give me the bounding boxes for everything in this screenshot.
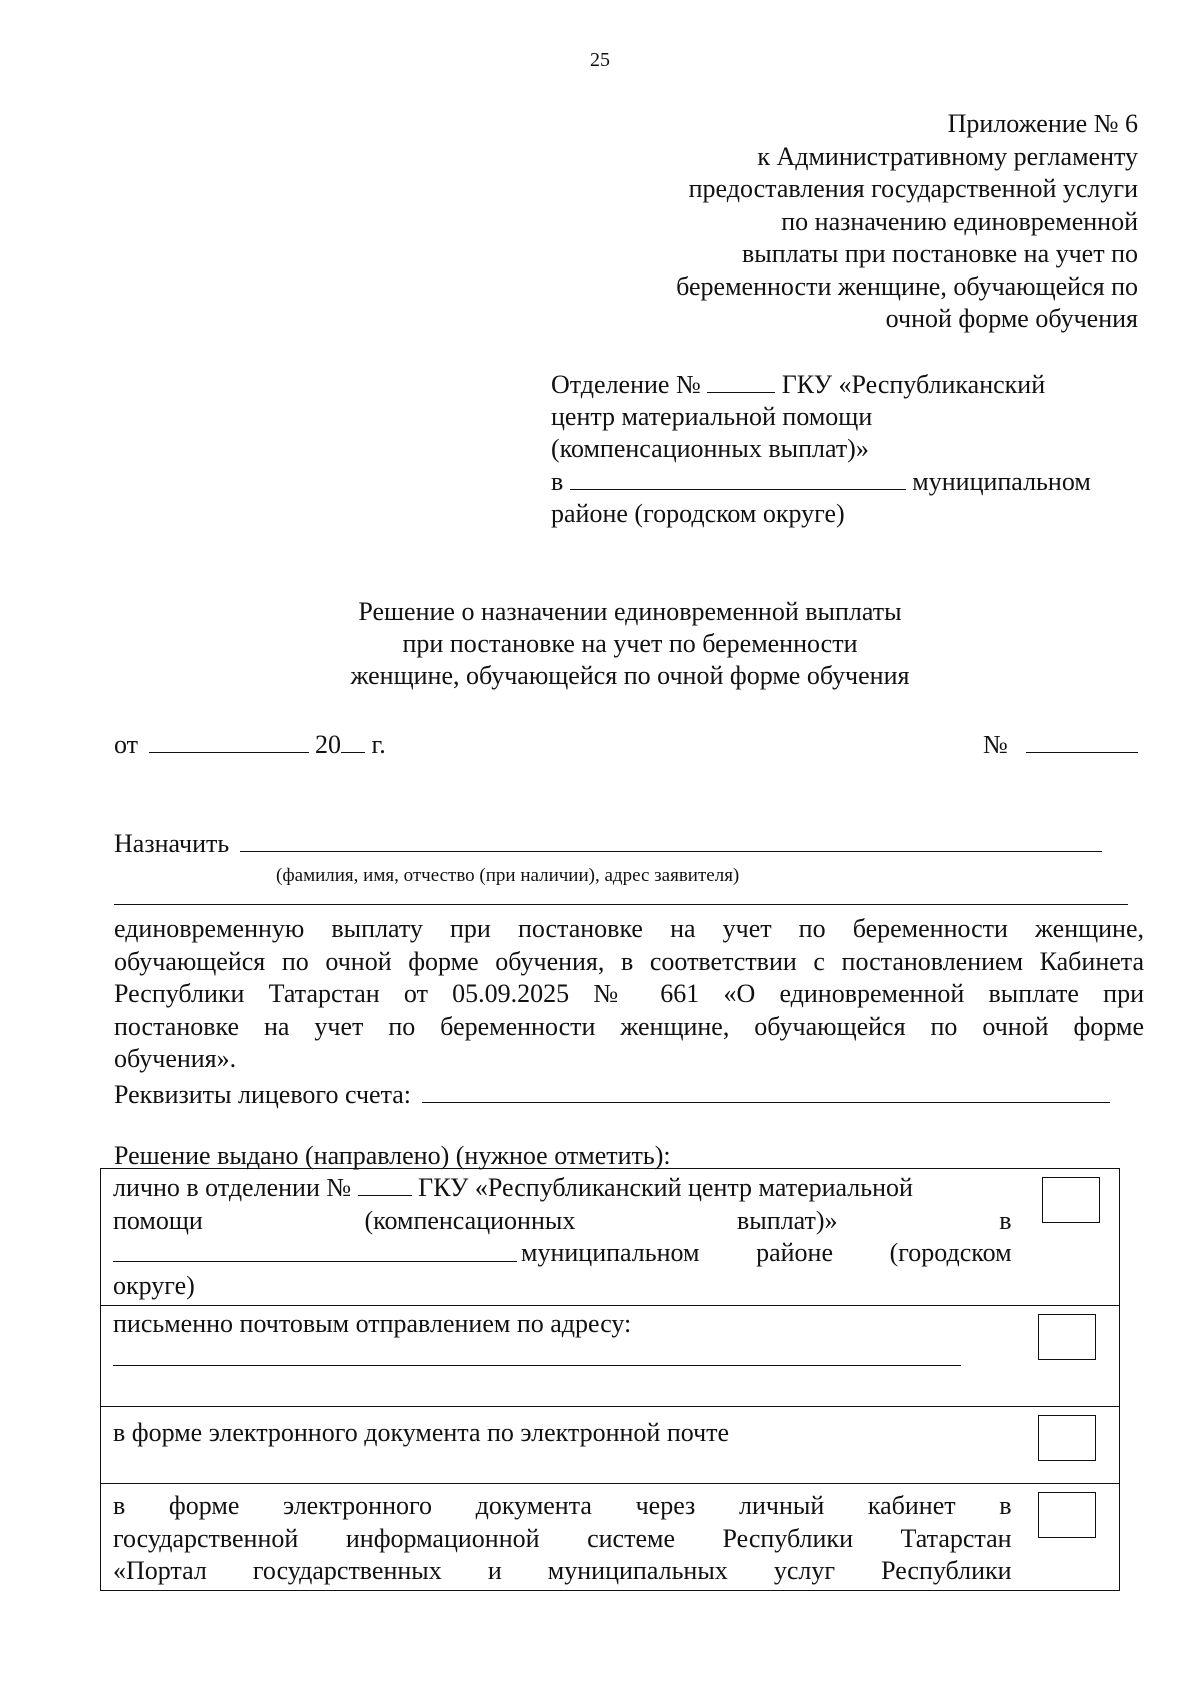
addressee-text: Отделение № bbox=[551, 370, 701, 399]
year-suffix: г. bbox=[371, 730, 386, 759]
account-requisites-field[interactable] bbox=[422, 1078, 1110, 1103]
option-text: в форме электронного документа через личный кабинет в bbox=[113, 1491, 1012, 1520]
title-line: при постановке на учет по беременности bbox=[402, 629, 858, 658]
year-field[interactable] bbox=[341, 728, 365, 753]
year-prefix: 20 bbox=[315, 730, 342, 759]
option-text: ГКУ «Республиканский центр материальной bbox=[418, 1173, 913, 1202]
decision-body bbox=[114, 913, 1144, 1076]
appendix-header bbox=[676, 108, 1138, 336]
body-line: единовременную выплату при постановке на учет по беременности женщине, bbox=[114, 914, 1144, 943]
addressee-text: ГКУ «Республиканский bbox=[781, 370, 1046, 399]
applicant-caption: (фамилия, имя, отчество (при наличии), адрес заявителя) bbox=[276, 865, 740, 886]
appendix-line: беременности женщине, обучающейся по bbox=[676, 271, 1138, 301]
addressee-text: (компенсационных выплат)» bbox=[551, 434, 869, 463]
delivery-option-email bbox=[101, 1407, 1120, 1484]
applicant-field-line-2[interactable] bbox=[114, 904, 1128, 905]
option-text: в форме электронного документа по электронной почте bbox=[113, 1418, 730, 1447]
body-line: обучающейся по очной форме обучения, в соответствии с постановлением Кабинета bbox=[114, 946, 1144, 976]
issued-label: Решение выдано (направлено) (нужное отметить): bbox=[114, 1141, 671, 1170]
appendix-line: выплаты при постановке на учет по bbox=[741, 239, 1138, 268]
delivery-option-personal bbox=[101, 1169, 1120, 1306]
department-number-field[interactable] bbox=[707, 368, 775, 393]
requisites-row bbox=[114, 1078, 1110, 1111]
appendix-line: по назначению единовременной bbox=[781, 206, 1138, 236]
district-field[interactable] bbox=[570, 465, 906, 490]
option-text: округе) bbox=[113, 1270, 195, 1300]
date-field[interactable] bbox=[149, 728, 309, 753]
option-text: лично в отделении № bbox=[113, 1173, 352, 1202]
appendix-line: к Административному регламенту bbox=[757, 141, 1138, 171]
addressee-text: районе (городском округе) bbox=[551, 499, 845, 528]
delivery-options-table bbox=[100, 1168, 1120, 1591]
option-text: «Портал государственных и муниципальных услуг Республики bbox=[113, 1556, 1012, 1585]
appendix-line: Приложение № 6 bbox=[947, 109, 1138, 138]
option-text: помощи (компенсационных выплат)» в bbox=[113, 1205, 1012, 1235]
option-text: государственной информационной системе Республики Татарстан bbox=[113, 1523, 1012, 1553]
number-label: № bbox=[983, 730, 1008, 759]
delivery-option-mail bbox=[101, 1306, 1120, 1407]
option-district-field[interactable] bbox=[113, 1237, 517, 1262]
applicant-field[interactable] bbox=[240, 827, 1102, 852]
checkbox-portal[interactable] bbox=[1038, 1492, 1096, 1538]
body-line: постановке на учет по беременности женщине, обучающейся по очной форме bbox=[114, 1011, 1144, 1041]
addressee-text: муниципальном bbox=[912, 467, 1091, 496]
addressee-block bbox=[551, 368, 1111, 530]
appendix-line: предоставления государственной услуги bbox=[688, 174, 1138, 203]
checkbox-mail[interactable] bbox=[1038, 1314, 1096, 1360]
document-title bbox=[0, 596, 1200, 692]
body-line: обучения». bbox=[114, 1044, 237, 1073]
option-text: письменно почтовым отправлением по адресу: bbox=[113, 1309, 632, 1338]
appendix-line: очной форме обучения bbox=[885, 304, 1138, 333]
assign-row bbox=[114, 827, 1102, 860]
assign-label: Назначить bbox=[114, 829, 230, 858]
page-number: 25 bbox=[590, 49, 610, 71]
body-line: Республики Татарстан от 05.09.2025 № 661 «О единовременной выплате при bbox=[114, 979, 1144, 1008]
option-text: муниципальном районе (городском bbox=[521, 1238, 1012, 1267]
title-line: Решение о назначении единовременной выплаты bbox=[358, 597, 902, 626]
delivery-option-portal bbox=[101, 1484, 1120, 1591]
checkbox-email[interactable] bbox=[1038, 1415, 1096, 1461]
mail-address-field[interactable] bbox=[113, 1365, 961, 1366]
title-line: женщине, обучающейся по очной форме обучения bbox=[350, 661, 910, 690]
option-department-number-field[interactable] bbox=[358, 1171, 412, 1196]
decision-number-field[interactable] bbox=[1026, 728, 1138, 753]
requisites-label: Реквизиты лицевого счета: bbox=[114, 1080, 412, 1109]
addressee-text: центр материальной помощи bbox=[551, 402, 873, 431]
checkbox-personal[interactable] bbox=[1042, 1177, 1100, 1223]
date-row bbox=[114, 728, 386, 761]
date-from-label: от bbox=[114, 730, 139, 759]
addressee-text: в bbox=[551, 467, 564, 496]
number-row bbox=[983, 728, 1138, 761]
